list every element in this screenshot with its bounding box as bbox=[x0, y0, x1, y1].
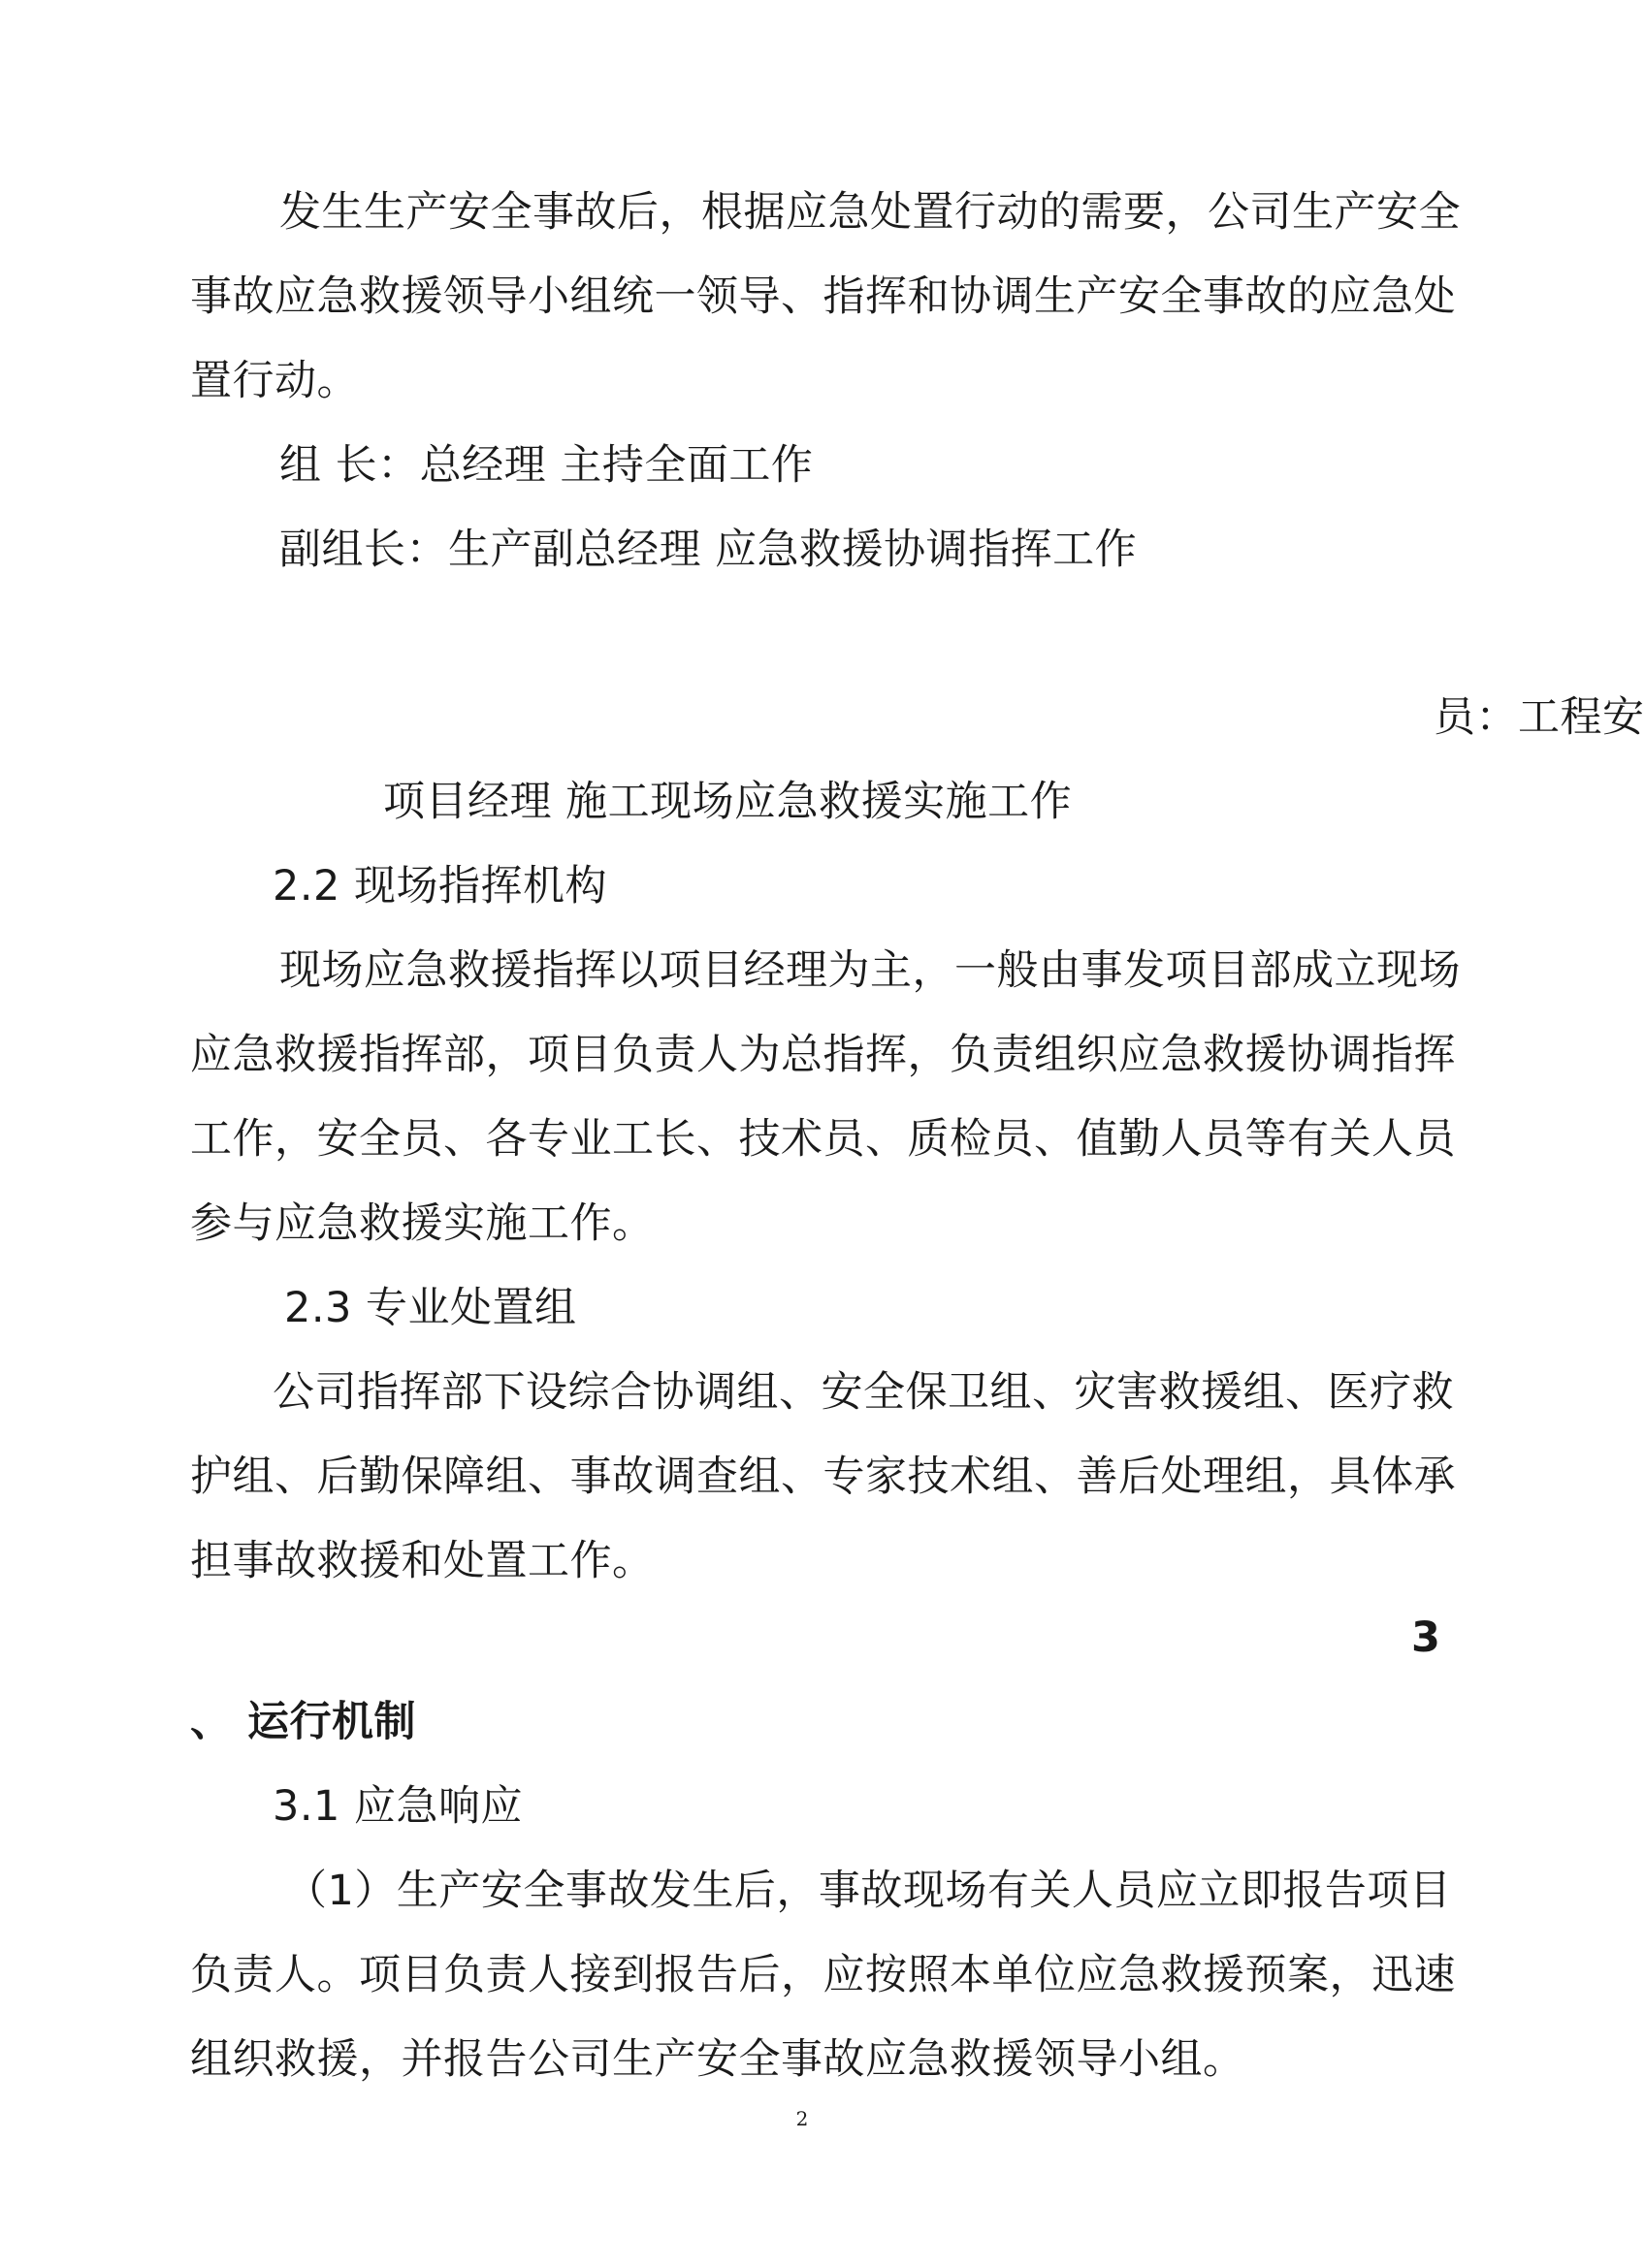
section-3-title: 、 运行机制 bbox=[190, 1698, 416, 1746]
intro-line-3: 置行动。 bbox=[190, 357, 359, 405]
member-line-continued: 项目经理 施工现场应急救援实施工作 bbox=[383, 778, 1073, 826]
intro-line-1: 发生生产安全事故后，根据应急处置行动的需要，公司生产安全 bbox=[279, 188, 1461, 237]
intro-line-2: 事故应急救援领导小组统一领导、指挥和协调生产安全事故的应急处 bbox=[190, 272, 1456, 321]
section-2-2-heading: 2.2 现场指挥机构 bbox=[273, 862, 608, 910]
section-3-1-line-3: 组织救援，并报告公司生产安全事故应急救援领导小组。 bbox=[190, 2035, 1245, 2084]
member-line-overflow: 员：工程安 bbox=[1434, 693, 1645, 742]
section-3-1-line-2: 负责人。项目负责人接到报告后，应按照本单位应急救援预案，迅速 bbox=[190, 1951, 1456, 1999]
leader-line: 组 长：总经理 主持全面工作 bbox=[279, 441, 814, 490]
section-2-3-line-1: 公司指挥部下设综合协调组、安全保卫组、灾害救援组、医疗救 bbox=[273, 1368, 1454, 1417]
section-2-3-line-3: 担事故救援和处置工作。 bbox=[190, 1537, 655, 1585]
section-3-number: 3 bbox=[1411, 1613, 1441, 1662]
section-2-2-line-1: 现场应急救援指挥以项目经理为主，一般由事发项目部成立现场 bbox=[279, 946, 1461, 995]
section-3-1-line-1: （1）生产安全事故发生后，事故现场有关人员应立即报告项目 bbox=[285, 1867, 1452, 1915]
section-2-2-line-2: 应急救援指挥部，项目负责人为总指挥，负责组织应急救援协调指挥 bbox=[190, 1031, 1456, 1079]
page-number: 2 bbox=[795, 2107, 809, 2130]
section-2-3-heading: 2.3 专业处置组 bbox=[284, 1284, 577, 1332]
deputy-leader-line: 副组长：生产副总经理 应急救援协调指挥工作 bbox=[279, 526, 1138, 574]
section-2-2-line-4: 参与应急救援实施工作。 bbox=[190, 1199, 655, 1248]
section-2-3-line-2: 护组、后勤保障组、事故调查组、专家技术组、善后处理组，具体承 bbox=[190, 1453, 1456, 1501]
section-3-1-heading: 3.1 应急响应 bbox=[273, 1782, 524, 1831]
section-2-2-line-3: 工作，安全员、各专业工长、技术员、质检员、值勤人员等有关人员 bbox=[190, 1115, 1456, 1164]
